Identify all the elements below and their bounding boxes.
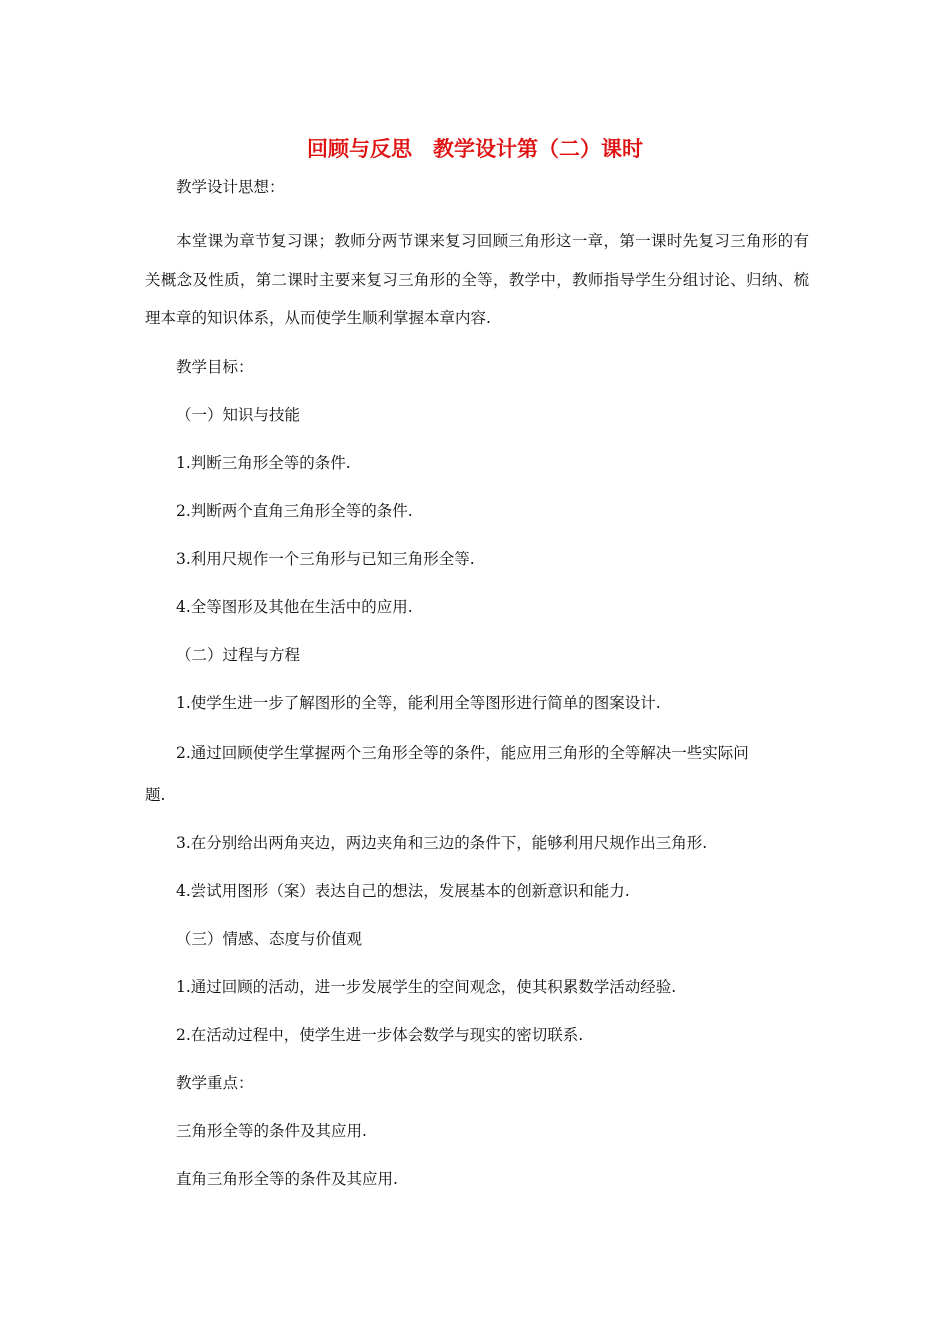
goals-heading: 教学目标： <box>176 358 254 376</box>
list-item: 1.使学生进一步了解图形的全等，能利用全等图形进行简单的图案设计. <box>176 694 661 712</box>
list-item: 1.通过回顾的活动，进一步发展学生的空间观念，使其积累数学活动经验. <box>176 978 677 996</box>
list-item: 2.通过回顾使学生掌握两个三角形全等的条件，能应用三角形的全等解决一些实际问 <box>176 744 749 762</box>
list-item: 2.在活动过程中，使学生进一步体会数学与现实的密切联系. <box>176 1026 584 1044</box>
document-title: 回顾与反思 教学设计第（二）课时 <box>307 137 643 161</box>
list-item: 3.在分别给出两角夹边，两边夹角和三边的条件下，能够利用尺规作出三角形. <box>176 834 708 852</box>
key-point-item: 直角三角形全等的条件及其应用. <box>176 1170 398 1188</box>
section-heading-process: （二）过程与方程 <box>176 646 301 664</box>
section-heading-knowledge: （一）知识与技能 <box>176 406 301 424</box>
list-item: 1.判断三角形全等的条件. <box>176 454 351 472</box>
list-item: 2.判断两个直角三角形全等的条件. <box>176 502 413 520</box>
list-item: 4.尝试用图形（案）表达自己的想法，发展基本的创新意识和能力. <box>176 882 630 900</box>
key-point-item: 三角形全等的条件及其应用. <box>176 1122 367 1140</box>
key-points-heading: 教学重点： <box>176 1074 254 1092</box>
section-heading-attitude: （三）情感、态度与价值观 <box>176 930 363 948</box>
design-thought-heading: 教学设计思想： <box>176 178 285 196</box>
list-item-continuation: 题. <box>145 786 166 804</box>
list-item: 4.全等图形及其他在生活中的应用. <box>176 598 413 616</box>
list-item: 3.利用尺规作一个三角形与已知三角形全等. <box>176 550 475 568</box>
design-thought-paragraph: 本堂课为章节复习课；教师分两节课来复习回顾三角形这一章，第一课时先复习三角形的有关概念及性质，第二课时主要来复习三角形的全等，教学中，教师指导学生分组讨论、归纳、梳理本章的知识体系，从而使学生顺利掌握本章内容. <box>145 232 809 327</box>
